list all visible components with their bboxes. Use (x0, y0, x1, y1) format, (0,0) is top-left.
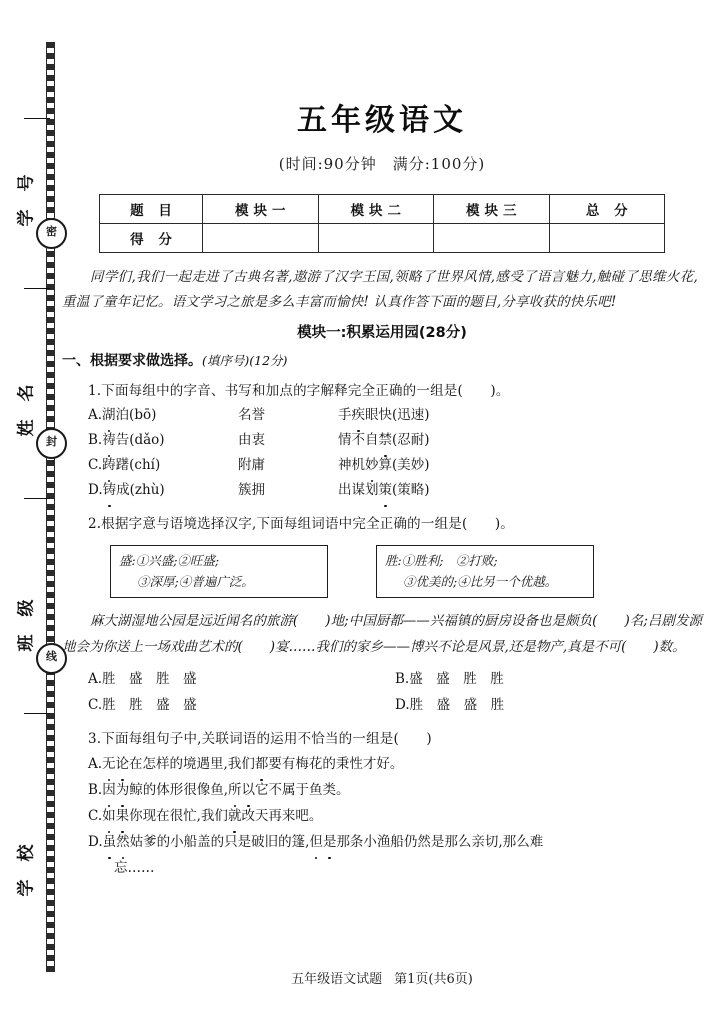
score-table (99, 194, 665, 253)
footer-page-info: 第1页(共6页) (394, 972, 473, 987)
score-table-cell: 总 分 (549, 195, 665, 224)
score-input-cell[interactable] (434, 224, 550, 253)
option-row-b[interactable] (88, 428, 702, 453)
seal-dashed-line (46, 42, 55, 972)
sidebar-label-student-name: 姓 名 (16, 378, 37, 437)
option-c-col3: 神机妙算(美妙) (338, 453, 702, 478)
option-row-ab (88, 666, 702, 692)
score-input-cell[interactable] (549, 224, 665, 253)
option-c-text: 如果你现在很忙,我们就改天再来吧。 (102, 808, 322, 824)
score-input-cell[interactable] (318, 224, 434, 253)
option-d-col2: 簇拥 (238, 482, 265, 498)
question-2-passage: 麻大湖湿地公园是远近闻名的旅游( )地;中国厨都——兴福镇的厨房设备也是颇负( )名;吕剧发源地会为你送上一场戏曲艺术的( )宴……我们的家乡——博兴不论是风景,还是物产,真是不可( )数。 (62, 613, 702, 655)
intro-paragraph: 同学们,我们一起走进了古典名著,遨游了汉字王国,领略了世界风情,感受了语言魅力,触碰了思维火花,重温了童年记忆。语文学习之旅是多么丰富而愉快! 认真作答下面的题目,分享收获的快乐吧! (62, 269, 698, 310)
option-a-col1: A.湖泊(bō) (88, 403, 238, 428)
question-3-stem (62, 727, 702, 751)
option-b-label: B. (88, 782, 103, 798)
section-label: 一、根据要求做选择。 (62, 353, 202, 369)
option-b[interactable]: B.盛 盛 胜 胜 (395, 671, 504, 687)
option-b-col1: B.祷告(dǎo) (88, 428, 238, 453)
sidebar-rule (24, 288, 50, 289)
sidebar-label-student-id: 学 号 (16, 168, 37, 227)
seal-line-sidebar (0, 0, 60, 1024)
option-c-label: C. (88, 808, 103, 824)
sidebar-label-class: 班 级 (16, 593, 37, 652)
table-row (100, 195, 665, 224)
sidebar-rule (24, 713, 50, 714)
option-row-c[interactable] (88, 453, 702, 478)
question-stem-text: 1.下面每组中的字音、书写和加点的字解释完全正确的一组是( )。 (88, 383, 510, 399)
option-c[interactable]: C.胜 胜 盛 盛 (88, 697, 197, 713)
section-heading (62, 350, 702, 370)
question-1-options (62, 403, 702, 503)
score-table-cell: 模块一 (203, 195, 319, 224)
score-table-cell: 模块二 (318, 195, 434, 224)
question-1-stem (62, 379, 702, 403)
definition-box-row (110, 545, 702, 598)
definition-box-sheng2 (376, 545, 594, 598)
option-a[interactable]: A.胜 盛 胜 盛 (88, 671, 197, 687)
footer-doc-name: 五年级语文试题 (291, 972, 383, 987)
question-3-options (62, 751, 702, 881)
option-d-col3: 出谋划策(策略) (338, 478, 702, 503)
defbox-right-line2: ③优美的;④比另一个优越。 (403, 574, 558, 589)
section-note: (填序号)(12分) (202, 353, 288, 368)
option-row-d[interactable] (88, 829, 702, 855)
option-c-col1: C.踌躇(chí) (88, 453, 238, 478)
question-stem-text: 3.下面每组句子中,关联词语的运用不恰当的一组是( ) (88, 731, 432, 747)
definition-box-sheng (110, 545, 328, 598)
option-d-text: 虽然姑爹的小船盖的只是破旧的篷,但是那条小渔船仍然是那么亲切,那么难 (103, 834, 544, 850)
exam-page (62, 0, 702, 1024)
defbox-left-line2: ③深厚;④普遍广泛。 (137, 574, 254, 589)
option-a-label: A. (88, 756, 103, 772)
seal-mark-icon-1: 密 (36, 218, 67, 249)
option-a-text: 无论在怎样的境遇里,我们都要有梅花的秉性才好。 (102, 756, 403, 772)
option-c-col2: 附庸 (238, 457, 265, 473)
question-2-options (62, 666, 702, 718)
option-d-label: D. (88, 834, 103, 850)
sidebar-label-school: 学 校 (16, 838, 37, 897)
module-heading: 模块一:积累运用园(28分) (297, 325, 467, 341)
defbox-right-line1: 胜:①胜利; ②打败; (385, 553, 498, 568)
page-footer (62, 968, 702, 987)
sidebar-rule (24, 118, 50, 119)
score-table-cell: 题 目 (100, 195, 203, 224)
seal-mark-icon-3: 线 (36, 643, 67, 674)
score-input-cell[interactable] (203, 224, 319, 253)
option-row-d[interactable] (88, 478, 702, 503)
option-d-col1: D.铸成(zhù) (88, 478, 238, 503)
score-table-cell: 模块三 (434, 195, 550, 224)
page-title: 五年级语文 (297, 103, 467, 138)
table-row (100, 224, 665, 253)
option-b-text: 因为鲸的体形很像鱼,所以它不属于鱼类。 (102, 782, 349, 798)
score-table-wrapper (99, 194, 665, 253)
option-row-a[interactable] (88, 403, 702, 428)
option-row-cd (88, 692, 702, 718)
sidebar-rule (24, 498, 50, 499)
option-row-c[interactable] (88, 803, 702, 829)
option-d-continuation: 忘…… (114, 860, 155, 876)
option-b-col2: 由衷 (238, 432, 265, 448)
question-2-stem (62, 512, 702, 536)
option-row-b[interactable] (88, 777, 702, 803)
option-row-a[interactable] (88, 751, 702, 777)
option-a-col3: 手疾眼快(迅速) (338, 403, 702, 428)
seal-mark-icon-2: 封 (36, 428, 67, 459)
option-b-col3: 情不自禁(忍耐) (338, 428, 702, 453)
option-a-col2: 名誉 (238, 407, 265, 423)
score-table-cell: 得 分 (100, 224, 203, 253)
option-d[interactable]: D.胜 盛 盛 胜 (395, 697, 505, 713)
page-subtitle: (时间:90分钟 满分:100分) (278, 155, 486, 173)
defbox-left-line1: 盛:①兴盛;②旺盛; (119, 553, 220, 568)
question-stem-text: 2.根据字意与语境选择汉字,下面每组词语中完全正确的一组是( )。 (88, 516, 515, 532)
